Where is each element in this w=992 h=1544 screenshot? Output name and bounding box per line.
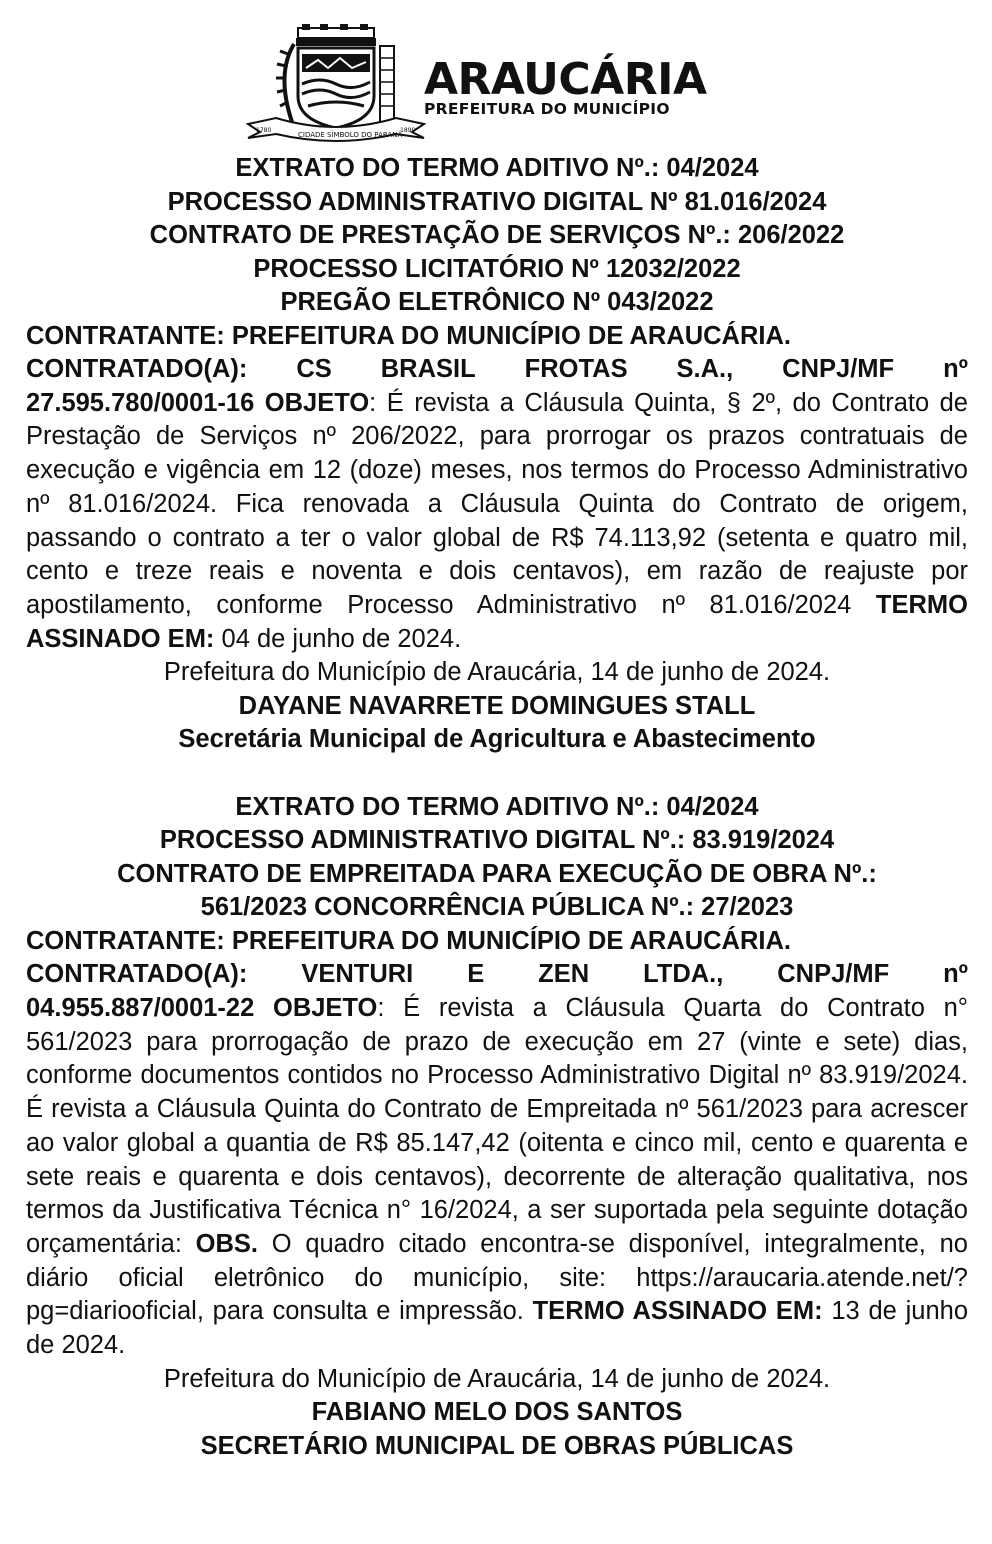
- obs-text: O quadro citado encontra-se disponível, integralmente, no diário oficial eletrônico do município, site: https://araucaria.atende.net/?pg=diariooficial, para consulta e impressão.: [26, 1229, 968, 1326]
- section-gap: [26, 757, 968, 791]
- termo-label: TERMO ASSINADO EM:: [532, 1297, 823, 1326]
- section-title-line: PREGÃO ELETRÔNICO Nº 043/2022: [280, 288, 714, 316]
- object-paragraph: [26, 992, 968, 1363]
- svg-text:CIDADE SÍMBOLO DO PARANÁ: CIDADE SÍMBOLO DO PARANÁ: [298, 131, 403, 139]
- object-text: : É revista a Cláusula Quarta do Contrato n° 561/2023 para prorrogação de prazo de execução em 27 (vinte e sete) dias, conforme documentos contidos no Processo Administrativo Digital nº 83.919/2024. É revista a Cláusula Quinta do Contrato de Empreitada nº 561/2023 para acrescer ao valor global a quantia de R$ 85.147,42 (oitenta e cinco mil, cento e quarenta e sete reais e quarenta e dois centavos), decorrente de alteração qualitativa, nos termos da Justificativa Técnica n° 16/2024, a ser suportada pela seguinte dotação orçamentária:: [26, 994, 968, 1258]
- section-title-line: 561/2023 CONCORRÊNCIA PÚBLICA Nº.: 27/2023: [200, 893, 794, 922]
- termo-date: 13 de junho de 2024.: [26, 1297, 969, 1360]
- cnpj-objeto: 27.595.780/0001-16 OBJETO: [26, 388, 370, 417]
- contratado-word: CS: [296, 355, 332, 383]
- contratado-word: CNPJ/MF: [777, 960, 890, 989]
- contratado-word: ZEN: [538, 960, 590, 989]
- termo-label: TERMO ASSINADO EM:: [26, 590, 968, 653]
- contratado-line: [26, 958, 968, 992]
- section-title-line: PROCESSO ADMINISTRATIVO DIGITAL Nº.: 83.919/2024: [159, 826, 835, 855]
- svg-text:1780: 1780: [256, 127, 272, 134]
- section-title-line: CONTRATO DE EMPREITADA PARA EXECUÇÃO DE OBRA Nº.:: [117, 859, 877, 888]
- contratante-line: CONTRATANTE: PREFEITURA DO MUNICÍPIO DE ARAUCÁRIA.: [26, 321, 791, 350]
- coat-of-arms-icon: [236, 24, 436, 142]
- contratado-word: CNPJ/MF: [782, 355, 895, 383]
- contratado-word: LTDA.,: [643, 960, 724, 989]
- contratante-line: CONTRATANTE: PREFEITURA DO MUNICÍPIO DE ARAUCÁRIA.: [26, 926, 791, 955]
- extract-section-1: [26, 152, 968, 757]
- place-date: Prefeitura do Município de Araucária, 14 de junho de 2024.: [163, 658, 831, 687]
- termo-date: 04 de junho de 2024.: [214, 624, 462, 653]
- place-date: Prefeitura do Município de Araucária, 14 de junho de 2024.: [163, 1364, 831, 1393]
- section-title-line: EXTRATO DO TERMO ADITIVO Nº.: 04/2024: [235, 154, 759, 182]
- contratado-word: CONTRATADO(A):: [26, 355, 248, 383]
- signer-role: SECRETÁRIO MUNICIPAL DE OBRAS PÚBLICAS: [200, 1431, 794, 1460]
- contratado-line: [26, 353, 968, 387]
- section-title-line: CONTRATO DE PRESTAÇÃO DE SERVIÇOS Nº.: 206/2022: [149, 221, 845, 249]
- contratado-word: S.A.,: [676, 355, 734, 383]
- section-title-line: EXTRATO DO TERMO ADITIVO Nº.: 04/2024: [235, 792, 759, 821]
- contratado-word: CONTRATADO(A):: [26, 960, 248, 989]
- contratado-word: FROTAS: [524, 355, 628, 383]
- contratado-word: nº: [943, 355, 968, 383]
- svg-text:1890: 1890: [400, 127, 416, 134]
- section-title-line: PROCESSO ADMINISTRATIVO DIGITAL Nº 81.016/2024: [167, 187, 827, 216]
- section-title-line: PROCESSO LICITATÓRIO Nº 12032/2022: [253, 254, 741, 283]
- extract-section-2: [26, 791, 968, 1463]
- logo-text: [424, 54, 707, 118]
- object-text: : É revista a Cláusula Quinta, § 2º, do Contrato de Prestação de Serviços nº 206/2022, para prorrogar os prazos contratuais de execução e vigência em 12 (doze) meses, nos termos do Processo Administrativo nº 81.016/2024. Fica renovada a Cláusula Quinta do Contrato de origem, passando o contrato a ter o valor global de R$ 74.113,92 (setenta e quatro mil, cento e treze reais e noventa e dois centavos), em razão de reajuste por apostilamento, conforme Processo Administrativo nº 81.016/2024: [26, 388, 968, 619]
- header: [26, 0, 968, 152]
- document-page: [26, 0, 968, 1463]
- obs-label: OBS.: [195, 1229, 258, 1258]
- object-paragraph: [26, 387, 968, 657]
- contratado-word: VENTURI: [301, 960, 414, 989]
- cnpj-objeto: 04.955.887/0001-22 OBJETO: [26, 994, 378, 1023]
- signer-role: Secretária Municipal de Agricultura e Abastecimento: [178, 725, 816, 754]
- signer-name: FABIANO MELO DOS SANTOS: [311, 1398, 683, 1427]
- contratado-word: BRASIL: [380, 355, 476, 383]
- logo-title: ARAUCÁRIA: [424, 54, 707, 105]
- signer-name: DAYANE NAVARRETE DOMINGUES STALL: [238, 691, 756, 720]
- contratado-word: E: [467, 960, 485, 989]
- contratado-word: nº: [943, 960, 968, 989]
- logo-subtitle: PREFEITURA DO MUNICÍPIO: [424, 100, 670, 118]
